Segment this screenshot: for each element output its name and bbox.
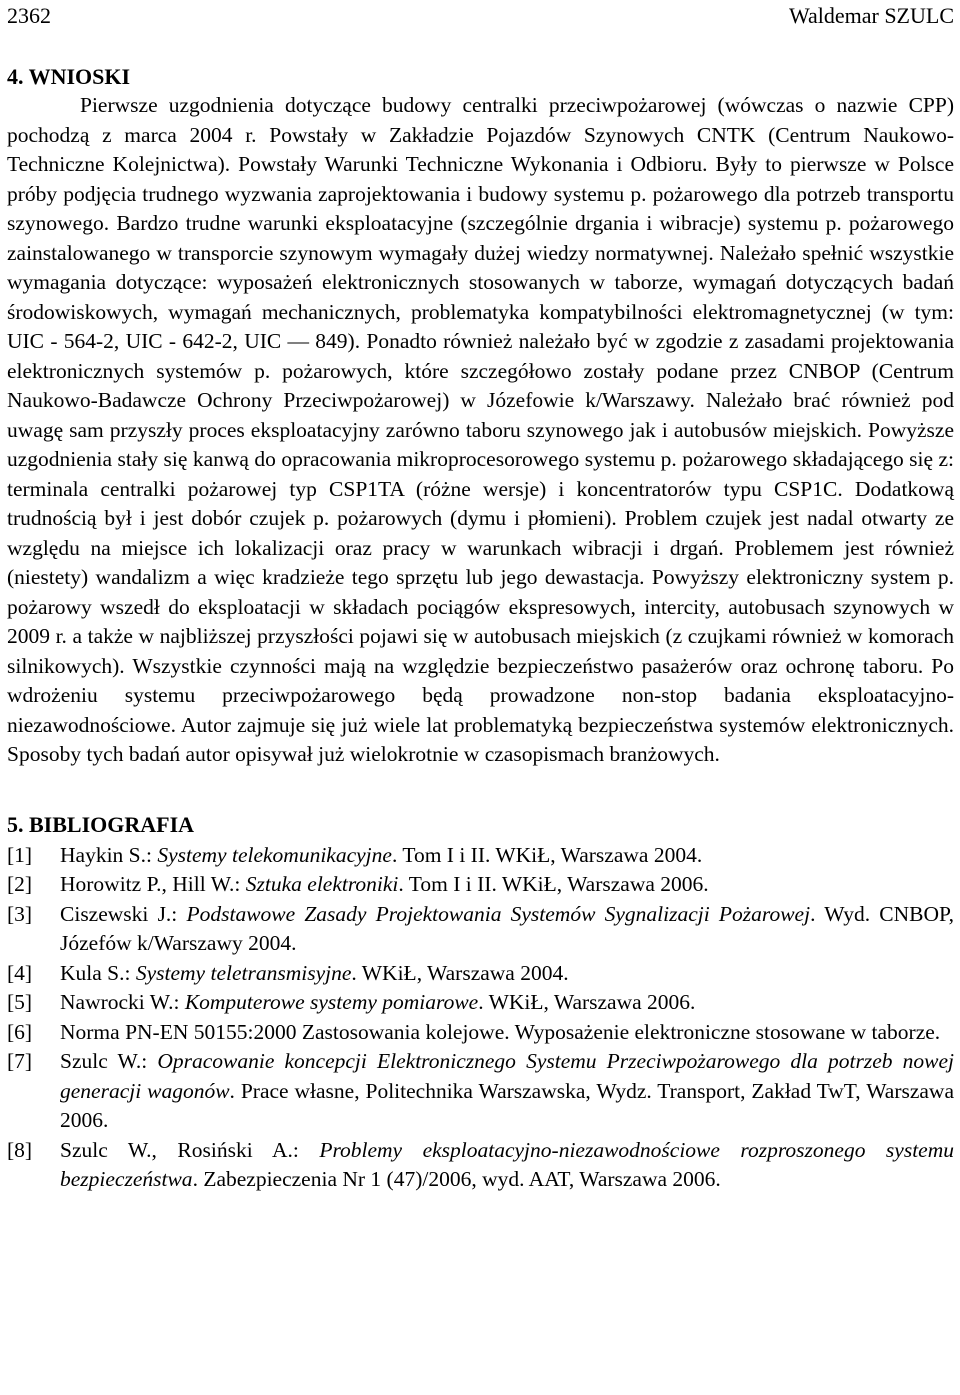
bibliography-entry-details: . Zabezpieczenia Nr 1 (47)/2006, wyd. AAT, Warszawa 2006. xyxy=(192,1167,721,1191)
bibliography-entry-number: [6] xyxy=(7,1019,33,1044)
bibliography-entry-text xyxy=(60,841,954,871)
bibliography-entry-number: [2] xyxy=(7,872,33,896)
bibliography-entry-number: [1] xyxy=(7,842,33,867)
bibliography-entry xyxy=(7,1018,954,1048)
page-number: 2362 xyxy=(7,3,51,28)
bibliography-entry-number: [8] xyxy=(7,1137,33,1162)
bibliography-entry-title: Systemy telekomunikacyjne xyxy=(157,842,392,867)
bibliography-entry xyxy=(7,988,954,1018)
bibliography-entry-number: [4] xyxy=(7,960,33,985)
bibliography-entry-authors: Haykin S.: xyxy=(60,842,158,867)
bibliography-entry xyxy=(7,1047,954,1136)
bibliography-entry xyxy=(7,870,954,900)
bibliography-entry-title: Sztuka elektroniki xyxy=(245,872,399,896)
bibliography-entry-authors: Norma PN-EN 50155:2000 Zastosowania kolejowe. Wyposażenie elektroniczne stosowane w taborze. xyxy=(60,1019,941,1044)
bibliography-entry-number: [5] xyxy=(7,990,33,1014)
bibliography-entry-details: . Tom I i II. WKiŁ, Warszawa 2004. xyxy=(391,842,703,867)
bibliography-entry-details: . WKiŁ, Warszawa 2004. xyxy=(351,960,569,985)
bibliography-entry xyxy=(7,959,954,989)
document-page xyxy=(7,0,954,1195)
bibliography-entry-authors: Szulc W.: xyxy=(60,1049,158,1073)
bibliography-entry-text xyxy=(60,988,954,1018)
bibliography-entry-details: . Tom I i II. WKiŁ, Warszawa 2006. xyxy=(398,872,709,896)
bibliography-heading: 5. BIBLIOGRAFIA xyxy=(7,811,195,837)
bibliography-entry-title: Komputerowe systemy pomiarowe xyxy=(184,990,479,1014)
bibliography-entry-details: . WKiŁ, Warszawa 2006. xyxy=(478,990,696,1014)
running-header xyxy=(7,0,954,32)
bibliography-entry-text xyxy=(60,1047,954,1136)
bibliography-entry-authors: Szulc W., Rosiński A.: xyxy=(60,1137,320,1162)
bibliography-entry xyxy=(7,1136,954,1195)
bibliography-entry-text xyxy=(60,870,954,900)
bibliography-entry-authors: Nawrocki W.: xyxy=(60,990,185,1014)
conclusions-paragraph: Pierwsze uzgodnienia dotyczące budowy centralki przeciwpożarowej (wówczas o nazwie CPP) pochodzą z marca 2004 r. Powstały w Zakładzie Pojazdów Szynowych CNTK (Centrum Naukowo-Techniczne Kolejnictwa). Powstały Warunki Techniczne Wykonania i Odbioru. Były to pierwsze w Polsce próby podjęcia trudnego wyzwania zaprojektowania i budowy systemu p. pożarowego dla potrzeb transportu szynowego. Bardzo trudne warunki eksploatacyjne (szczególnie drgania i wibracje) systemu p. pożarowego zainstalowanego w transporcie szynowym wymagały dużej wiedzy normatywnej. Należało spełnić wszystkie wymagania dotyczące: wyposażeń elektronicznych stosowanych w taborze, wymagań dotyczących badań środowiskowych, wymagań mechanicznych, problematyka kompatybilności elektromagnetycznej (w tym: UIC - 564-2, UIC - 642-2, UIC — 849). Ponadto również należało być w zgodzie z zasadami projektowania elektronicznych systemów p. pożarowych, które szczegółowo zostały podane przez CNBOP (Centrum Naukowo-Badawcze Ochrony Przeciwpożarowej) w Józefowie k/Warszawy. Należało brać również pod uwagę sam przyszły proces eksploatacyjny zarówno taboru szynowego jak i autobusów miejskich. Powyższe uzgodnienia stały się kanwą do opracowania mikroprocesorowego systemu p. pożarowego składającego się z: terminala centralki pożarowej typ CSP1TA (różne wersje) i koncentratorów typu CSP1C. Dodatkową trudnością był i jest dobór czujek p. pożarowych (dymu i płomieni). Problem czujek jest nadal otwarty ze względu na miejsce ich lokalizacji oraz pracy w warunkach wibracji i drgań. Problemem jest również (niestety) wandalizm a więc kradzieże tego sprzętu lub jego dewastacja. Powyższy elektroniczny system p. pożarowy wszedł do eksploatacji w składach pociągów ekspresowych, intercity, autobusach szynowych w 2009 r. a także w najbliższej przyszłości pojawi się w autobusach miejskich (z czujkami również w komorach silnikowych). Wszystkie czynności mają na względzie bezpieczeństwo pasażerów oraz ochronę taboru. Po wdrożeniu systemu przeciwpożarowego będą prowadzone non-stop badania eksploatacyjno-niezawodnościowe. Autor zajmuje się już wiele lat problematyką bezpieczeństwa systemów elektronicznych. Sposoby tych badań autor opisywał już wielokrotnie w czasopismach branżowych. xyxy=(7,93,954,766)
bibliography-entry-title: Systemy teletransmisyjne xyxy=(135,960,352,985)
bibliography-entry-authors: Horowitz P., Hill W.: xyxy=(60,872,246,896)
bibliography-entry-text xyxy=(60,900,954,959)
bibliography-entry-details: . Prace własne, Politechnika Warszawska, Wydz. Transport, Zakład TwT, Warszawa 2006. xyxy=(60,1078,955,1132)
bibliography-entry-number: [7] xyxy=(7,1049,33,1073)
bibliography-entry-title: Podstawowe Zasady Projektowania Systemów Sygnalizacji Pożarowej xyxy=(186,901,811,926)
bibliography-entry xyxy=(7,841,954,871)
bibliography-entry xyxy=(7,900,954,959)
header-author: Waldemar SZULC xyxy=(788,3,954,28)
bibliography-entry-text xyxy=(60,1136,954,1195)
bibliography-entry-authors: Kula S.: xyxy=(60,960,136,985)
bibliography-entry-number: [3] xyxy=(7,901,33,926)
bibliography-entry-text xyxy=(60,1018,954,1048)
bibliography-entry-text xyxy=(60,959,954,989)
bibliography-entry-title: Problemy eksploatacyjno-niezawodnościowe rozproszonego systemu bezpieczeństwa xyxy=(60,1137,954,1191)
bibliography-entry-title: Opracowanie koncepcji Elektronicznego Systemu Przeciwpożarowego dla potrzeb nowej generacji wagonów xyxy=(60,1049,954,1103)
bibliography-entry-authors: Ciszewski J.: xyxy=(60,901,187,926)
bibliography-list xyxy=(7,841,954,1195)
conclusions-heading: 4. WNIOSKI xyxy=(7,64,131,89)
bibliography-entry-details: . Wyd. CNBOP, Józefów k/Warszawy 2004. xyxy=(60,901,954,955)
